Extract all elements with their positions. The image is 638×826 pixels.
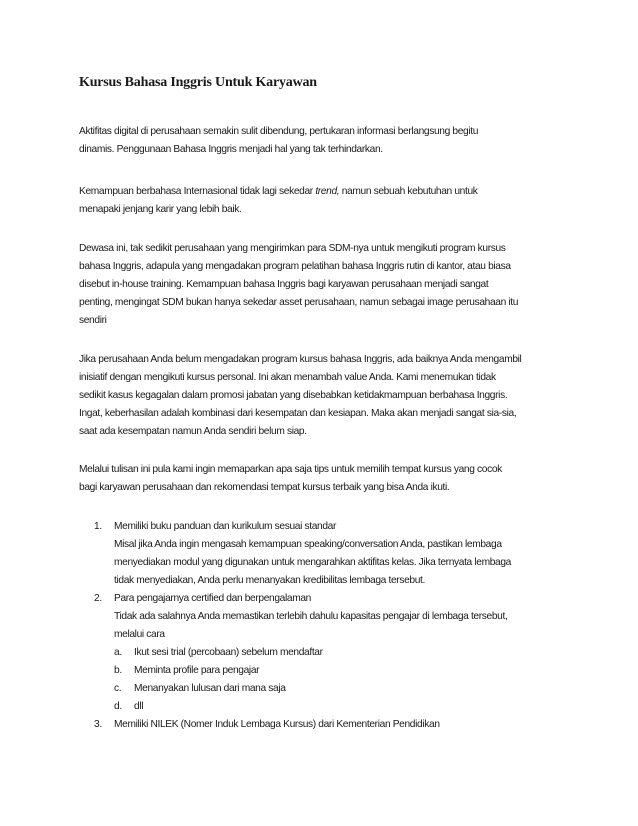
list-item xyxy=(94,716,564,734)
paragraph-line: Aktifitas digital di perusahaan semakin sulit dibendung, pertukaran informasi berlangsung begitu xyxy=(79,126,479,137)
paragraph-line xyxy=(79,183,561,201)
list-item-heading: Para pengajarnya certified dan berpengalaman xyxy=(114,593,311,604)
paragraph-line: bagi karyawan perusahaan dan rekomendasi tempat kursus terbaik yang bisa Anda ikuti. xyxy=(79,482,450,493)
paragraph-line: Melalui tulisan ini pula kami ingin memaparkan apa saja tips untuk memilih tempat kursus yang cocok xyxy=(79,464,502,475)
paragraph-line: inisiatif dengan mengikuti kursus personal. Ini akan menambah value Anda. Kami menemukan tidak xyxy=(79,372,496,383)
list-item-heading: Memiliki NILEK (Nomer Induk Lembaga Kursus) dari Kementerian Pendidikan xyxy=(114,719,440,730)
paragraph-line: sendiri xyxy=(79,315,107,326)
sub-list-letter: b. xyxy=(114,665,122,676)
paragraph-initiative xyxy=(79,351,561,441)
list-item-line: Tidak ada salahnya Anda memastikan terlebih dahulu kapasitas pengajar di lembaga tersebut, xyxy=(114,611,508,622)
paragraph-line: sedikit kasus kegagalan dalam promosi jabatan yang disebabkan ketidakmampuan berbahasa Inggris. xyxy=(79,390,508,401)
list-item xyxy=(94,590,564,716)
paragraph-line: saat ada kesempatan namun Anda sendiri belum siap. xyxy=(79,426,307,437)
paragraph-tips-intro xyxy=(79,461,561,497)
paragraph-line: penting, mengingat SDM bukan hanya sekedar asset perusahaan, namun sebagai image perusahaan itu xyxy=(79,297,519,308)
paragraph-line: menapaki jenjang karir yang lebih baik. xyxy=(79,204,242,215)
list-number: 3. xyxy=(94,719,102,730)
text-segment: Kemampuan berbahasa Internasional tidak lagi sekedar xyxy=(79,186,316,197)
sub-list-letter: c. xyxy=(114,683,122,694)
sub-list-text: Meminta profile para pengajar xyxy=(134,665,260,676)
list-item-line: Misal jika Anda ingin mengasah kemampuan speaking/conversation Anda, pastikan lembaga xyxy=(114,539,502,550)
list-item-line: tidak menyediakan, Anda perlu menanyakan kredibilitas lembaga tersebut. xyxy=(114,575,425,586)
tips-list xyxy=(94,518,564,734)
paragraph-line: Jika perusahaan Anda belum mengadakan program kursus bahasa Inggris, ada baiknya Anda mengambil xyxy=(79,354,522,365)
sub-list-letter: d. xyxy=(114,701,122,712)
paragraph-nowadays xyxy=(79,240,561,330)
paragraph-line: disebut in-house training. Kemampuan bahasa Inggris bagi karyawan perusahaan menjadi sangat xyxy=(79,279,489,290)
sub-list-text: Menanyakan lulusan dari mana saja xyxy=(134,683,286,694)
sub-list-text: dll xyxy=(134,701,144,712)
sub-list-item xyxy=(114,644,564,662)
list-item-line: menyediakan modul yang digunakan untuk mengarahkan aktifitas kelas. Jika ternyata lembaga xyxy=(114,557,511,568)
list-item-heading: Memiliki buku panduan dan kurikulum sesuai standar xyxy=(114,521,337,532)
list-item-line: melalui cara xyxy=(114,629,165,640)
paragraph-line: bahasa Inggris, adapula yang mengadakan program pelatihan bahasa Inggris rutin di kantor, atau biasa xyxy=(79,261,511,272)
paragraph-line: Dewasa ini, tak sedikit perusahaan yang mengirimkan para SDM-nya untuk mengikuti program kursus xyxy=(79,243,506,254)
paragraph-ability xyxy=(79,183,561,219)
sub-list-item xyxy=(114,680,564,698)
sub-list-letter: a. xyxy=(114,647,122,658)
paragraph-line: dinamis. Penggunaan Bahasa Inggris menjadi hal yang tak terhindarkan. xyxy=(79,144,383,155)
list-item xyxy=(94,518,564,590)
sub-list-item xyxy=(114,662,564,680)
paragraph-line: Ingat, keberhasilan adalah kombinasi dari kesempatan dan kesiapan. Maka akan menjadi sangat sia-sia, xyxy=(79,408,517,419)
text-segment: namun sebuah kebutuhan untuk xyxy=(339,186,478,197)
sub-list-item xyxy=(114,698,564,716)
sub-list-text: Ikut sesi trial (percobaan) sebelum mendaftar xyxy=(134,647,323,658)
list-number: 1. xyxy=(94,521,102,532)
document-title: Kursus Bahasa Inggris Untuk Karyawan xyxy=(79,75,317,90)
italic-text: trend, xyxy=(315,186,340,197)
paragraph-intro xyxy=(79,123,561,159)
list-number: 2. xyxy=(94,593,102,604)
